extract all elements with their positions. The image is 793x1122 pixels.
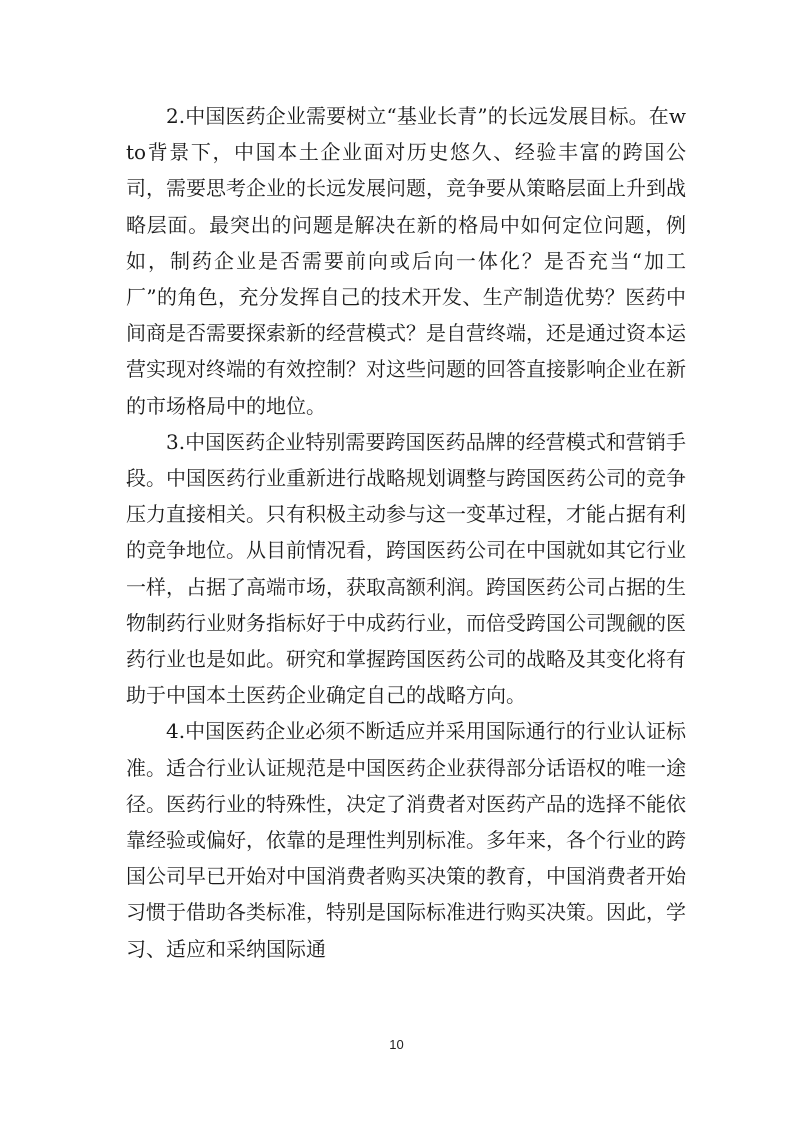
paragraph-2-development-goal: 2.中国医药企业需要树立“基业长青”的长远发展目标。在wto背景下，中国本土企业面对历史悠久、经验丰富的跨国公司，需要思考企业的长远发展问题，竞争要从策略层面上升到战略层面。最突出的问题是解决在新的格局中如何定位问题，例如，制药企业是否需要前向或后向一体化？是否充当“加工厂”的角色，充分发挥自己的技术开发、生产制造优势？医药中间商是否需要探索新的经营模式？是自营终端，还是通过资本运营实现对终端的有效控制？对这些问题的回答直接影响企业在新的市场格局中的地位。 — [126, 104, 686, 418]
paragraph-3-multinational-model: 3.中国医药企业特别需要跨国医药品牌的经营模式和营销手段。中国医药行业重新进行战略规划调整与跨国医药公司的竞争压力直接相关。只有积极主动参与这一变革过程，才能占据有利的竞争地位。从目前情况看，跨国医药公司在中国就如其它行业一样，占据了高端市场，获取高额利润。跨国医药公司占据的生物制药行业财务指标好于中成药行业，而倍受跨国公司觊觎的医药行业也是如此。研究和掌握跨国医药公司的战略及其变化将有助于中国本土医药企业确定自己的战略方向。 — [126, 429, 686, 708]
body-text — [126, 98, 686, 967]
paragraph-4-certification-standards: 4.中国医药企业必须不断适应并采用国际通行的行业认证标准。适合行业认证规范是中国医药企业获得部分话语权的唯一途径。医药行业的特殊性，决定了消费者对医药产品的选择不能依靠经验或偏好，依靠的是理性判别标准。多年来，各个行业的跨国公司早已开始对中国消费者购买决策的教育，中国消费者开始习惯于借助各类标准，特别是国际标准进行购买决策。因此，学习、适应和采纳国际通 — [126, 719, 686, 961]
page-number: 10 — [389, 1037, 404, 1052]
